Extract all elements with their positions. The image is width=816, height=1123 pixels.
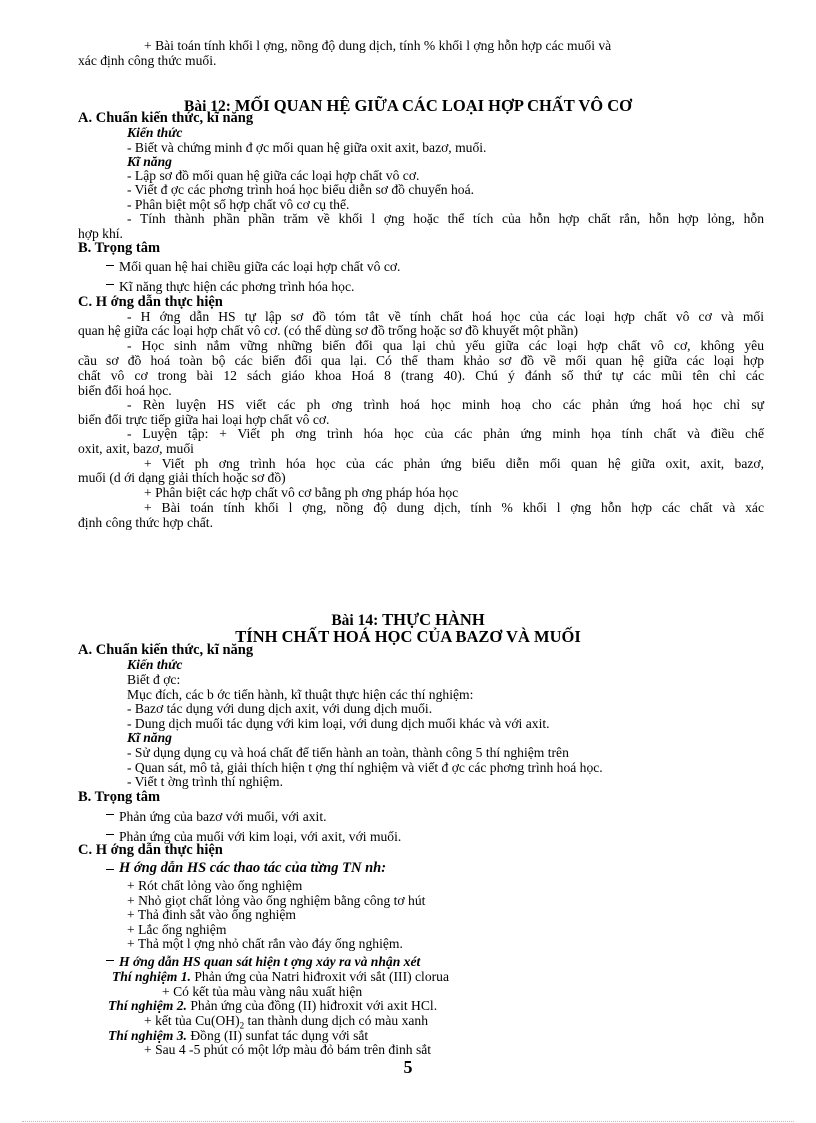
bullet-dash-icon (106, 834, 114, 835)
b12-c-1a: - H ớng dẫn HS tự lập sơ đồ tóm tắt về tính chất hoá học của các loại hợp chất vô cơ và mối (127, 309, 764, 324)
b12-c-2c: chất vô cơ trong bài 12 sách giáo khoa Hoá 8 (trang 40). Chú ý đánh số thứ tự các mũi tên chỉ các (78, 368, 764, 383)
b14-op-1: + Rót chất lỏng vào ống nghiệm (127, 878, 303, 893)
page-footer-divider (22, 1121, 794, 1122)
b14-section-c: C. H ớng dẫn thực hiện (78, 842, 223, 858)
b14-op-2: + Nhỏ giọt chất lỏng vào ống nghiệm bằng công tơ hút (127, 893, 426, 908)
bullet-dash-icon (106, 284, 114, 285)
tn2-result-pre: + kết tủa Cu(OH) (144, 1013, 240, 1028)
bullet-dash-icon (106, 814, 114, 815)
b12-kt-1: - Biết và chứng minh đ ợc mối quan hệ giữa oxit axit, bazơ, muối. (127, 140, 487, 155)
b14-tt-1: Phản ứng của bazơ với muối, với axit. (119, 809, 327, 824)
b14-kt-3: - Bazơ tác dụng với dung dịch axit, với dung dịch muối. (127, 701, 433, 716)
b14-op-3: + Thả đinh sắt vào ống nghiệm (127, 907, 297, 922)
b12-kn-4a: - Tính thành phần phần trăm về khối l ợng hoặc thể tích của hỗn hợp chất rắn, hỗn hợp lỏng, hỗn (127, 211, 764, 226)
b12-kn-4b: hợp khí. (78, 226, 123, 241)
b12-c-2a: - Học sinh nắm vững những biến đổi qua lại chủ yếu giữa các loại hợp chất vô cơ, không yêu (127, 338, 764, 353)
tn2-text: Phản ứng của đồng (II) hiđroxit với axit HCl. (190, 998, 438, 1013)
b12-kn-1: - Lập sơ đồ mối quan hệ giữa các loại hợp chất vô cơ. (127, 168, 420, 183)
page-number: 5 (403, 1057, 413, 1077)
b12-c-3b: biến đổi trực tiếp giữa hai loại hợp chất vô cơ. (78, 412, 330, 427)
b12-c-7a: + Bài toán tính khối l ợng, nồng độ dung dịch, tính % khối l ợng hỗn hợp các chất và xác (144, 500, 764, 515)
b14-tn-3 (108, 1028, 368, 1043)
b12-c-4a: - Luyện tập: + Viết ph ơng trình hóa học của các phản ứng minh họa tính chất và điều chế (127, 426, 764, 441)
b14-ki-nang-label: Kĩ năng (127, 730, 172, 745)
tn1-text: Phản ứng của Natri hiđroxit với sắt (III) clorua (194, 969, 449, 984)
b14-section-b: B. Trọng tâm (78, 789, 161, 805)
tn2-result-sub: 2 (239, 1020, 245, 1031)
tn3-text: Đồng (II) sunfat tác dụng với sắt (190, 1028, 369, 1043)
b12-kien-thuc-label: Kiến thức (127, 125, 183, 140)
b14-quan-sat-label: H ớng dẫn HS quan sát hiện t ợng xảy ra và nhận xét (119, 954, 421, 969)
b12-c-7b: định công thức hợp chất. (78, 515, 213, 530)
bullet-dash-icon (106, 265, 114, 266)
b14-op-5: + Thả một l ợng nhỏ chất rắn vào đáy ống nghiệm. (127, 936, 403, 951)
b14-tn-2 (108, 998, 437, 1013)
tn3-label: Thí nghiệm 3. (108, 1028, 187, 1043)
bullet-dash-icon (106, 960, 114, 961)
b14-kn-2: - Quan sát, mô tả, giải thích hiện t ợng thí nghiệm và viết đ ợc các phơng trình hoá học. (127, 760, 603, 775)
b14-tn-3-result: + Sau 4 -5 phút có một lớp màu đỏ bám trên đinh sắt (144, 1042, 432, 1057)
b12-c-1b: quan hệ giữa các loại hợp chất vô cơ. (có thể dùng sơ đồ trống hoặc sơ đồ khuyết một phần) (78, 323, 579, 338)
b14-tn-1 (112, 969, 449, 984)
b14-tn-1-result: + Có kết tủa màu vàng nâu xuất hiện (162, 984, 363, 999)
b12-c-3a: - Rèn luyện HS viết các ph ơng trình hoá học minh hoạ cho các phản ứng hoá học chỉ sự (127, 397, 764, 412)
tn1-label: Thí nghiệm 1. (112, 969, 191, 984)
top-line-1: + Bài toán tính khối l ợng, nồng độ dung dịch, tính % khối l ợng hỗn hợp các muối và (144, 38, 612, 53)
b12-section-c: C. H ớng dẫn thực hiện (78, 294, 223, 310)
bullet-dash-icon (106, 869, 114, 870)
lesson-14-title (0, 612, 816, 628)
b12-tt-1: Mối quan hệ hai chiều giữa các loại hợp chất vô cơ. (119, 259, 401, 274)
b14-section-a: A. Chuẩn kiến thức, kĩ năng (78, 642, 254, 658)
tn2-result-post: tan thành dung dịch có màu xanh (244, 1013, 428, 1028)
b12-ki-nang-label: Kĩ năng (127, 154, 172, 169)
lesson-14-heading: THỰC HÀNH (382, 610, 485, 629)
b14-kien-thuc-label: Kiến thức (127, 657, 183, 672)
b14-kt-1: Biết đ ợc: (127, 672, 181, 687)
b14-kt-2: Mục đích, các b ớc tiến hành, kĩ thuật thực hiện các thí nghiệm: (127, 687, 474, 702)
b14-kn-1: - Sử dụng dụng cụ và hoá chất để tiến hành an toàn, thành công 5 thí nghiệm trên (127, 745, 569, 760)
lesson-14-subheading: TÍNH CHẤT HOÁ HỌC CỦA BAZƠ VÀ MUỐI (235, 627, 581, 646)
tn2-label: Thí nghiệm 2. (108, 998, 187, 1013)
b12-c-5a: + Viết ph ơng trình hóa học của các phản ứng biểu diễn mối quan hệ giữa oxit, axit, bazơ, (144, 456, 764, 471)
b12-c-2b: cầu sơ đồ hoá toàn bộ các biến đổi qua lại. Có thể tham khảo sơ đồ về mối quan hệ giữa các loại hợp (78, 353, 764, 368)
top-line-2: xác định công thức muối. (78, 53, 217, 68)
b14-huong-dan-label: H ớng dẫn HS các thao tác của từng TN nh: (119, 860, 387, 876)
b12-kn-2: - Viết đ ợc các phơng trình hoá học biểu diễn sơ đồ chuyển hoá. (127, 182, 475, 197)
b14-kn-3: - Viết t ờng trình thí nghiệm. (127, 774, 284, 789)
b12-c-2d: biến đổi hoá học. (78, 383, 172, 398)
b12-c-5b: muối (d ới dạng giải thích hoặc sơ đồ) (78, 470, 286, 485)
b14-tt-2: Phản ứng của muối với kim loại, với axit, với muối. (119, 829, 402, 844)
b14-op-4: + Lắc ống nghiệm (127, 922, 227, 937)
b12-section-b: B. Trọng tâm (78, 240, 161, 256)
b12-section-a: A. Chuẩn kiến thức, kĩ năng (78, 110, 254, 126)
b12-tt-2: Kĩ năng thực hiện các phơng trình hóa học. (119, 279, 355, 294)
lesson-14-prefix: Bài 14: (331, 612, 379, 629)
b12-c-6: + Phân biệt các hợp chất vô cơ bằng ph ơng pháp hóa học (144, 485, 459, 500)
b12-c-4b: oxit, axit, bazơ, muối (78, 441, 194, 456)
lesson-12-prefix: Bài 12: (184, 98, 231, 115)
b12-kn-3: - Phân biệt một số hợp chất vô cơ cụ thể. (127, 197, 350, 212)
b14-kt-4: - Dung dịch muối tác dụng với kim loại, với dung dịch muối khác và với axit. (127, 716, 550, 731)
lesson-12-heading: MỐI QUAN HỆ GIỮA CÁC LOẠI HỢP CHẤT VÔ CƠ (234, 96, 632, 115)
